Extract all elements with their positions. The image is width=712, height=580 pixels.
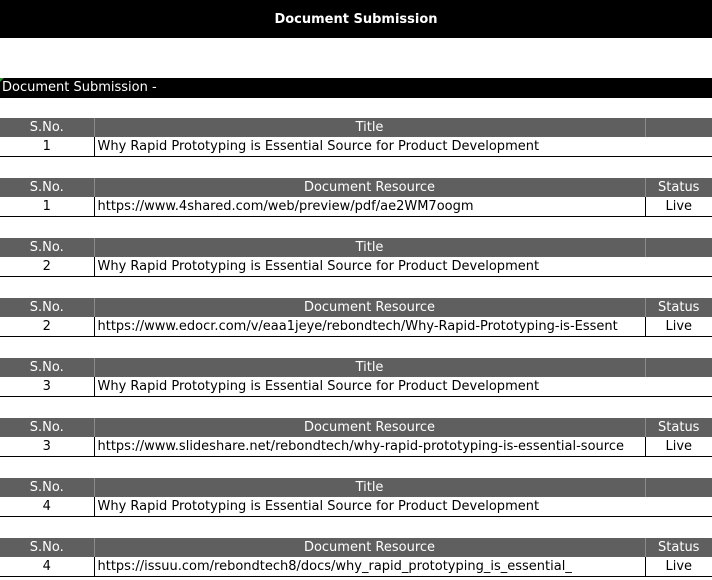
resource-cell bbox=[94, 557, 645, 576]
title-header: Title bbox=[94, 358, 645, 377]
resource-link[interactable]: https://www.4shared.com/web/preview/pdf/ae2WM7oogm bbox=[97, 198, 474, 214]
title-cell: Why Rapid Prototyping is Essential Source for Product Development bbox=[94, 497, 712, 516]
table-row bbox=[0, 257, 712, 276]
resource-link[interactable]: https://www.edocr.com/v/eaa1jeye/rebondtech/Why-Rapid-Prototyping-is-Essent bbox=[97, 318, 618, 334]
resource-table-4 bbox=[0, 538, 712, 577]
sno-header: S.No. bbox=[0, 178, 94, 197]
title-cell: Why Rapid Prototyping is Essential Source for Product Development bbox=[94, 377, 712, 396]
sno-header: S.No. bbox=[0, 238, 94, 257]
resource-link[interactable]: https://issuu.com/rebondtech8/docs/why_rapid_prototyping_is_essential_ bbox=[97, 558, 572, 574]
status-header: Status bbox=[645, 178, 712, 197]
title-header: Title bbox=[94, 118, 645, 137]
title-table-4 bbox=[0, 478, 712, 517]
resource-header: Document Resource bbox=[94, 538, 645, 557]
section-bar bbox=[0, 78, 712, 98]
title-header: Title bbox=[94, 478, 645, 497]
page-title: Document Submission bbox=[274, 11, 438, 27]
table-row bbox=[0, 197, 712, 216]
blank-header bbox=[645, 358, 712, 377]
status-header: Status bbox=[645, 418, 712, 437]
resource-cell bbox=[94, 197, 645, 216]
sno-cell: 4 bbox=[0, 557, 94, 576]
table-row bbox=[0, 437, 712, 456]
title-table-3 bbox=[0, 358, 712, 397]
table-row bbox=[0, 497, 712, 516]
resource-table-2 bbox=[0, 298, 712, 337]
title-table-1 bbox=[0, 118, 712, 157]
sno-header: S.No. bbox=[0, 298, 94, 317]
resource-table-3 bbox=[0, 418, 712, 457]
blank-header bbox=[645, 118, 712, 137]
status-cell: Live bbox=[645, 197, 712, 216]
sno-cell: 1 bbox=[0, 197, 94, 216]
status-cell: Live bbox=[645, 317, 712, 336]
title-table-2 bbox=[0, 238, 712, 277]
resource-table-1 bbox=[0, 178, 712, 217]
page-header bbox=[0, 0, 712, 38]
sno-header: S.No. bbox=[0, 478, 94, 497]
sno-cell: 4 bbox=[0, 497, 94, 516]
title-cell: Why Rapid Prototyping is Essential Source for Product Development bbox=[94, 257, 712, 276]
sno-cell: 2 bbox=[0, 257, 94, 276]
status-cell: Live bbox=[645, 557, 712, 576]
title-cell: Why Rapid Prototyping is Essential Source for Product Development bbox=[94, 137, 712, 156]
table-row bbox=[0, 377, 712, 396]
table-row bbox=[0, 557, 712, 576]
sno-cell: 2 bbox=[0, 317, 94, 336]
sno-header: S.No. bbox=[0, 358, 94, 377]
sno-header: S.No. bbox=[0, 418, 94, 437]
resource-header: Document Resource bbox=[94, 178, 645, 197]
status-header: Status bbox=[645, 298, 712, 317]
resource-cell bbox=[94, 317, 645, 336]
title-header: Title bbox=[94, 238, 645, 257]
blank-header bbox=[645, 238, 712, 257]
sno-cell: 3 bbox=[0, 377, 94, 396]
resource-header: Document Resource bbox=[94, 418, 645, 437]
table-row bbox=[0, 317, 712, 336]
section-title: Document Submission - bbox=[2, 80, 157, 95]
sno-header: S.No. bbox=[0, 538, 94, 557]
resource-header: Document Resource bbox=[94, 298, 645, 317]
sno-cell: 1 bbox=[0, 137, 94, 156]
sno-cell: 3 bbox=[0, 437, 94, 456]
cell-marker-icon bbox=[0, 78, 4, 82]
table-row bbox=[0, 137, 712, 156]
sno-header: S.No. bbox=[0, 118, 94, 137]
resource-link[interactable]: https://www.slideshare.net/rebondtech/why-rapid-prototyping-is-essential-source bbox=[97, 438, 624, 454]
status-header: Status bbox=[645, 538, 712, 557]
blank-header bbox=[645, 478, 712, 497]
status-cell: Live bbox=[645, 437, 712, 456]
resource-cell bbox=[94, 437, 645, 456]
